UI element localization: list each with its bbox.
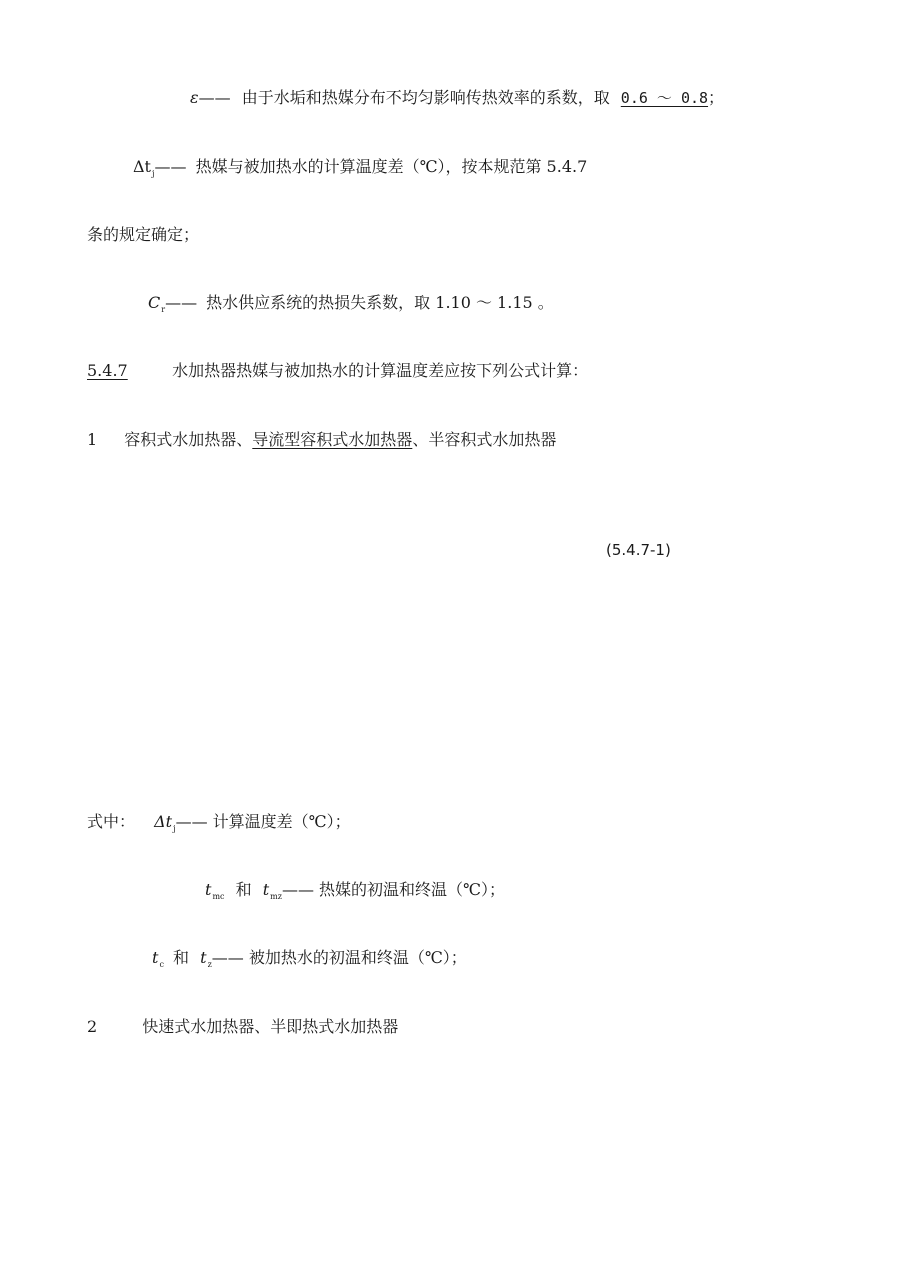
clause-text: 水加热器热媒与被加热水的计算温度差应按下列公式计算： (172, 361, 589, 380)
where-dt-symbol: Δt (154, 812, 173, 831)
cr-dash: —— (165, 293, 198, 312)
item-2 (87, 1017, 398, 1037)
tz-symbol: t (200, 948, 207, 967)
item-2-text: 快速式水加热器、半即热式水加热器 (142, 1017, 399, 1036)
item-1 (87, 430, 556, 450)
formula-number: (5.4.7-1) (606, 541, 671, 559)
dt-dash: —— (154, 157, 187, 176)
epsilon-range: 0.6 ～ 0.8 (620, 89, 709, 107)
epsilon-end: ； (708, 88, 725, 107)
cr-definition (148, 293, 554, 316)
tz-subscript: z (207, 960, 212, 969)
epsilon-symbol: ε (190, 88, 199, 107)
item-1-part-b: 导流型容积式水加热器 (252, 430, 413, 449)
dt-subscript: j (151, 169, 155, 178)
clause-547 (87, 361, 588, 381)
cr-text: 热水供应系统的热损失系数，取 1.10 ～ 1.15 。 (206, 293, 554, 312)
tmc-subscript: mc (212, 892, 225, 901)
cr-subscript: r (161, 305, 166, 314)
dt-continuation: 条的规定确定； (87, 225, 200, 244)
tmz-symbol: t (262, 880, 270, 899)
tm-desc: —— 热媒的初温和终温（℃）； (281, 880, 505, 899)
dt-definition (133, 157, 587, 180)
cr-symbol: C (148, 293, 161, 312)
item-2-number: 2 (87, 1017, 98, 1036)
clause-number: 5.4.7 (87, 361, 128, 380)
epsilon-text: 由于水垢和热媒分布不均匀影响传热效率的系数，取 (241, 88, 610, 107)
tc-symbol: t (152, 948, 159, 967)
epsilon-dash: —— (198, 88, 231, 107)
tc-subscript: c (159, 960, 164, 969)
dt-symbol: Δt (133, 157, 151, 176)
epsilon-definition (190, 88, 724, 108)
tc-desc: —— 被加热水的初温和终温（℃）； (211, 948, 467, 967)
item-1-part-c: 、半容积式水加热器 (412, 430, 557, 449)
where-label: 式中： (87, 812, 136, 831)
tm-and: 和 (235, 880, 252, 899)
where-dt (87, 812, 351, 835)
tmz-subscript: mz (270, 892, 282, 901)
tc-and: 和 (173, 948, 190, 967)
item-1-number: 1 (87, 430, 98, 449)
where-dt-desc: —— 计算温度差（℃）； (175, 812, 351, 831)
dt-text: 热媒与被加热水的计算温度差（℃），按本规范第 5.4.7 (195, 157, 588, 176)
where-dt-subscript: j (173, 824, 176, 833)
tmc-symbol: t (205, 880, 212, 899)
item-1-part-a: 容积式水加热器、 (124, 430, 253, 449)
where-tc (152, 948, 467, 971)
where-tm (205, 880, 505, 903)
